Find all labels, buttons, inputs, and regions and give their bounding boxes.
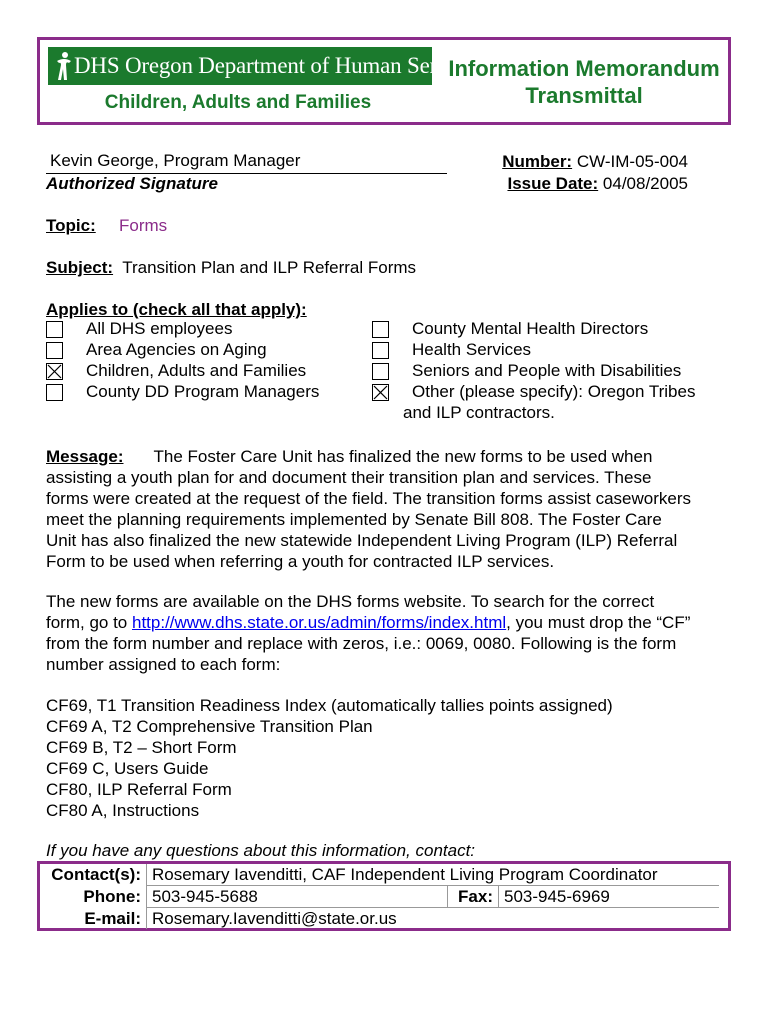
topic-value: Forms bbox=[119, 216, 168, 235]
number-label: Number: bbox=[502, 152, 573, 171]
forms-list-item: CF80 A, Instructions bbox=[46, 801, 200, 820]
message-paragraph bbox=[46, 446, 726, 572]
forms-list bbox=[46, 695, 726, 821]
applies-item-label: All DHS employees bbox=[86, 319, 233, 338]
logo-text: DHS Oregon Department of Human Services bbox=[74, 53, 484, 78]
memo-title bbox=[440, 55, 728, 109]
fax-value: 503-945-6969 bbox=[499, 886, 720, 908]
checkbox-unchecked[interactable] bbox=[46, 342, 63, 359]
forms-website-paragraph bbox=[46, 591, 726, 675]
message-line: forms were created at the request of the field. The transition forms assist caseworkers bbox=[46, 489, 692, 508]
email-label: E-mail: bbox=[40, 908, 147, 930]
phone-row bbox=[40, 886, 719, 908]
contacts-value: Rosemary Iavenditti, CAF Independent Living Program Coordinator bbox=[147, 864, 720, 886]
message-label: Message: bbox=[46, 447, 124, 466]
person-logo-icon bbox=[54, 51, 74, 81]
paragraph-line: number assigned to each form: bbox=[46, 655, 281, 674]
checkbox-checked[interactable] bbox=[372, 384, 389, 401]
check-x-icon bbox=[47, 364, 62, 379]
message-line: meet the planning requirements implemented by Senate Bill 808. The Foster Care bbox=[46, 510, 662, 529]
message-line: assisting a youth plan for and document their transition plan and services. These bbox=[46, 468, 652, 487]
memo-meta bbox=[470, 151, 688, 195]
paragraph-line: from the form number and replace with zeros, i.e.: 0069, 0080. Following is the form bbox=[46, 634, 677, 653]
paragraph-text: , you must drop the “CF” bbox=[506, 613, 691, 632]
subject-label: Subject: bbox=[46, 258, 114, 277]
phone-label: Phone: bbox=[40, 886, 147, 908]
applies-item-label: Seniors and People with Disabilities bbox=[412, 361, 682, 380]
applies-right-column bbox=[372, 319, 696, 424]
applies-item-label: County Mental Health Directors bbox=[412, 319, 649, 338]
check-x-icon bbox=[373, 385, 388, 400]
contacts-label: Contact(s): bbox=[40, 864, 147, 886]
applies-item-label: County DD Program Managers bbox=[86, 382, 320, 401]
applies-item-label-continued: and ILP contractors. bbox=[403, 403, 555, 422]
checkbox-unchecked[interactable] bbox=[372, 342, 389, 359]
date-label: Issue Date: bbox=[507, 174, 599, 193]
applies-item bbox=[372, 340, 555, 361]
forms-website-link[interactable]: http://www.dhs.state.or.us/admin/forms/index.html bbox=[131, 613, 507, 632]
applies-item-label: Area Agencies on Aging bbox=[86, 340, 267, 359]
signature-name: Kevin George, Program Manager bbox=[50, 151, 301, 170]
dhs-logo bbox=[48, 47, 484, 85]
forms-list-item: CF80, ILP Referral Form bbox=[46, 780, 232, 799]
memo-title-line1: Information Memorandum bbox=[448, 56, 720, 81]
contact-table bbox=[40, 864, 719, 929]
questions-text: If you have any questions about this information, contact: bbox=[46, 841, 476, 860]
subject bbox=[46, 258, 416, 278]
checkbox-checked[interactable] bbox=[46, 363, 63, 380]
applies-item bbox=[372, 319, 649, 340]
forms-list-item: CF69 B, T2 – Short Form bbox=[46, 738, 237, 757]
message-line: Form to be used when referring a youth for contracted ILP services. bbox=[46, 552, 555, 571]
applies-item-label: Health Services bbox=[412, 340, 532, 359]
checkbox-unchecked[interactable] bbox=[372, 321, 389, 338]
applies-item bbox=[372, 361, 682, 382]
message-line: The Foster Care Unit has finalized the new forms to be used when bbox=[153, 447, 653, 466]
phone-value: 503-945-5688 bbox=[147, 886, 448, 908]
email-row bbox=[40, 908, 719, 930]
subject-value: Transition Plan and ILP Referral Forms bbox=[122, 258, 417, 277]
date-value: 04/08/2005 bbox=[602, 174, 688, 193]
forms-list-item: CF69 A, T2 Comprehensive Transition Plan bbox=[46, 717, 373, 736]
paragraph-text: form, go to bbox=[46, 613, 132, 632]
applies-item-label: Children, Adults and Families bbox=[86, 361, 307, 380]
email-value: Rosemary.Iavenditti@state.or.us bbox=[152, 909, 397, 928]
forms-list-item: CF69 C, Users Guide bbox=[46, 759, 209, 778]
applies-heading: Applies to (check all that apply): bbox=[46, 300, 307, 319]
forms-list-item: CF69, T1 Transition Readiness Index (automatically tallies points assigned) bbox=[46, 696, 613, 715]
applies-item-label: Other (please specify): Oregon Tribes bbox=[412, 382, 696, 401]
contact-row bbox=[40, 864, 719, 886]
memo-title-line2: Transmittal bbox=[525, 83, 643, 108]
signature-label: Authorized Signature bbox=[46, 174, 218, 193]
division-name: Children, Adults and Families bbox=[104, 92, 372, 113]
message-line: Unit has also finalized the new statewide Independent Living Program (ILP) Referral bbox=[46, 531, 678, 550]
fax-label: Fax: bbox=[448, 886, 499, 908]
applies-item bbox=[372, 382, 696, 403]
paragraph-line: The new forms are available on the DHS forms website. To search for the correct bbox=[46, 592, 655, 611]
number-value: CW-IM-05-004 bbox=[576, 152, 688, 171]
checkbox-unchecked[interactable] bbox=[46, 321, 63, 338]
checkbox-unchecked[interactable] bbox=[46, 384, 63, 401]
topic-label: Topic: bbox=[46, 216, 96, 235]
checkbox-unchecked[interactable] bbox=[372, 363, 389, 380]
